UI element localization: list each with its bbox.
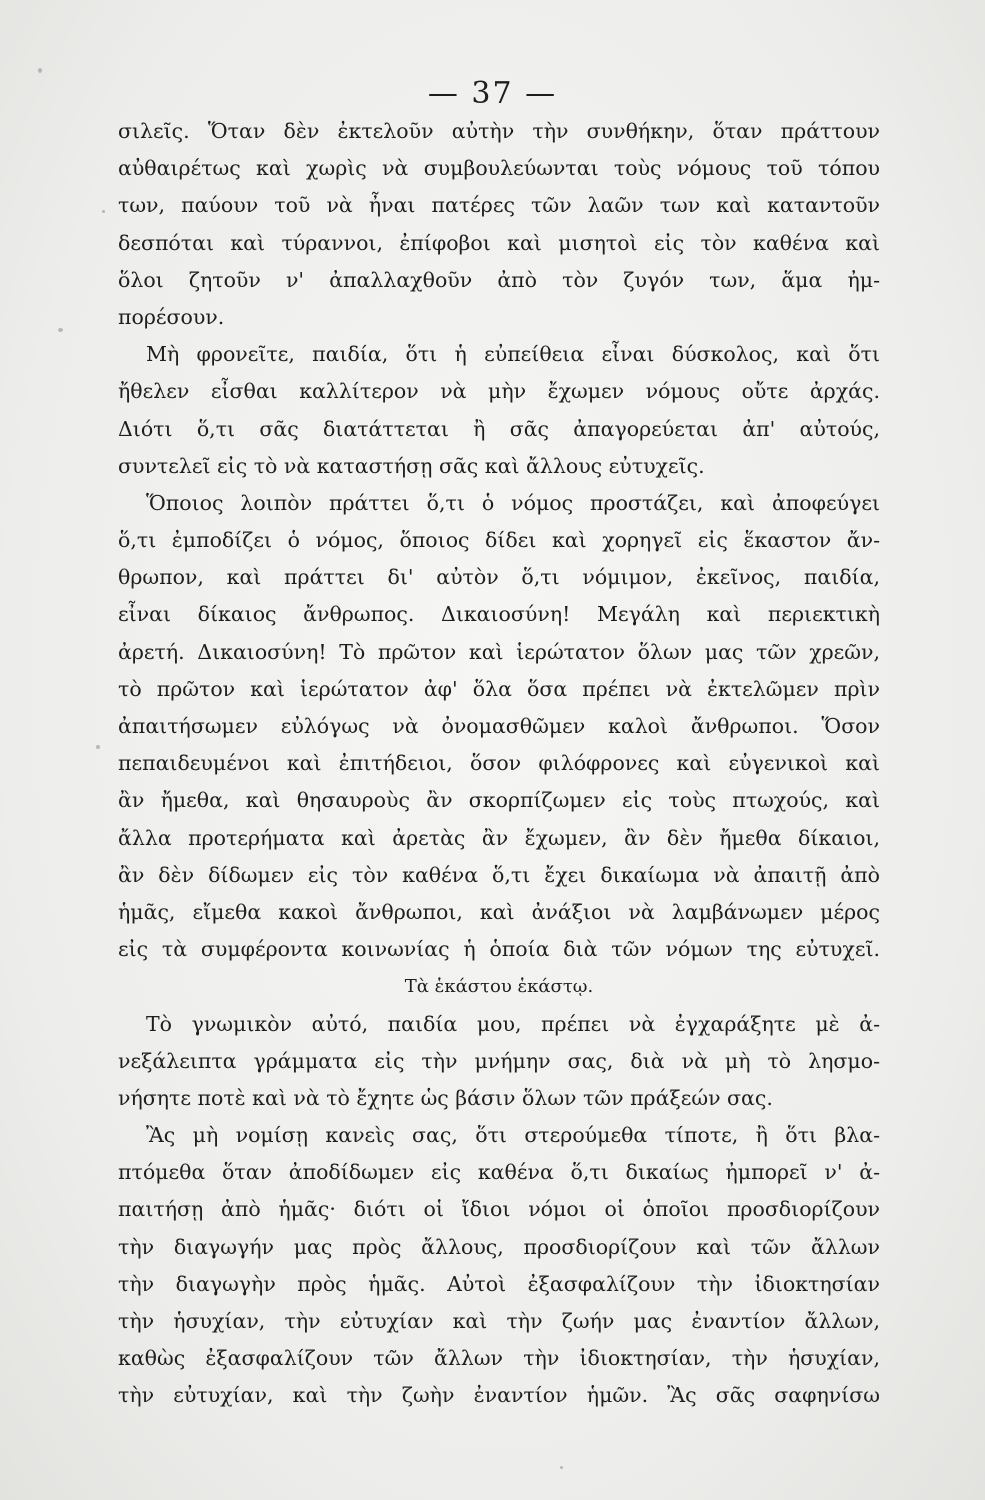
text-line: εἰς τὰ συμφέροντα κοινωνίας ἡ ὁποία διὰ τῶν νόμων της εὐτυχεῖ. [118,937,880,962]
text-line: τὸ πρῶτον καὶ ἱερώτατον ἀφ' ὅλα ὅσα πρέπει νὰ ἐκτελῶμεν πρὶν [118,676,880,701]
paper-speck [58,328,63,332]
paper-speck [560,1466,563,1469]
text-line: δεσπόται καὶ τύραννοι, ἐπίφοβοι καὶ μισητοὶ εἰς τὸν καθένα καὶ [118,230,880,255]
text-line: ἂν δὲν δίδωμεν εἰς τὸν καθένα ὅ,τι ἔχει δικαίωμα νὰ ἀπαιτῇ ἀπὸ [118,862,880,887]
text-line: πτόμεθα ὅταν ἀποδίδωμεν εἰς καθένα ὅ,τι δικαίως ἠμπορεῖ ν' ἀ- [118,1160,880,1185]
paragraph-start-line: Ἂς μὴ νομίσῃ κανεὶς σας, ὅτι στερούμεθα τίποτε, ἢ ὅτι βλα- [146,1123,880,1148]
text-line: ἄλλα προτερήματα καὶ ἀρετὰς ἂν ἔχωμεν, ἂν δὲν ἤμεθα δίκαιοι, [118,825,880,850]
text-line: ὅ,τι ἐμποδίζει ὁ νόμος, ὅποιος δίδει καὶ χορηγεῖ εἰς ἕκαστον ἄν- [118,528,880,553]
text-line: ἂν ἤμεθα, καὶ θησαυροὺς ἂν σκορπίζωμεν εἰς τοὺς πτωχούς, καὶ [118,788,880,813]
paragraph-start-line: Τὸ γνωμικὸν αὐτό, παιδία μου, πρέπει νὰ ἐγχαράξητε μὲ ἀ- [146,1011,880,1036]
text-line: συντελεῖ εἰς τὸ νὰ καταστήσῃ σᾶς καὶ ἄλλους εὐτυχεῖς. [118,453,705,478]
text-line: σιλεῖς. Ὅταν δὲν ἐκτελοῦν αὐτὴν τὴν συνθήκην, ὅταν πράττουν [118,119,880,143]
paragraph-start-line: Μὴ φρονεῖτε, παιδία, ὅτι ἡ εὐπείθεια εἶναι δύσκολος, καὶ ὅτι [146,342,880,367]
page-body-text [118,113,880,1415]
paper-speck [96,745,100,749]
text-line: ἤθελεν εἶσθαι καλλίτερον νὰ μὴν ἔχωμεν νόμους οὔτε ἀρχάς. [118,379,880,404]
text-line: τὴν εὐτυχίαν, καὶ τὴν ζωὴν ἐναντίον ἡμῶν. Ἂς σᾶς σαφηνίσω [118,1383,880,1408]
paper-speck [102,210,105,213]
text-line: τὴν διαγωγήν μας πρὸς ἄλλους, προσδιορίζουν καὶ τῶν ἄλλων [118,1234,880,1259]
paragraph-start-line: Ὅποιος λοιπὸν πράττει ὅ,τι ὁ νόμος προστάζει, καὶ ἀποφεύγει [146,490,880,515]
text-line: τὴν ἡσυχίαν, τὴν εὐτυχίαν καὶ τὴν ζωήν μας ἐναντίον ἄλλων, [118,1309,880,1333]
text-line: εἶναι δίκαιος ἄνθρωπος. Δικαιοσύνη! Μεγάλη καὶ περιεκτικὴ [118,602,880,627]
text-line: πορέσουν. [118,304,225,329]
text-line: Διότι ὅ,τι σᾶς διατάττεται ἢ σᾶς ἀπαγορεύεται ἀπ' αὐτούς, [118,416,880,441]
text-line: νεξάλειπτα γράμματα εἰς τὴν μνήμην σας, διὰ νὰ μὴ τὸ λησμο- [118,1048,880,1073]
text-line: θρωπον, καὶ πράττει δι' αὐτὸν ὅ,τι νόμιμον, ἐκεῖνος, παιδία, [118,565,880,590]
text-line: παιτήσῃ ἀπὸ ἡμᾶς· διότι οἱ ἴδιοι νόμοι οἱ ὁποῖοι προσδιορίζουν [118,1197,880,1222]
text-line: πεπαιδευμένοι καὶ ἐπιτήδειοι, ὅσον φιλόφρονες καὶ εὐγενικοὶ καὶ [118,751,880,776]
text-line: ἀρετή. Δικαιοσύνη! Τὸ πρῶτον καὶ ἱερώτατον ὅλων μας τῶν χρεῶν, [118,639,880,664]
text-line: τὴν διαγωγὴν πρὸς ἡμᾶς. Αὐτοὶ ἐξασφαλίζουν τὴν ἰδιοκτησίαν [118,1271,880,1296]
text-line: των, παύουν τοῦ νὰ ἦναι πατέρες τῶν λαῶν των καὶ καταντοῦν [118,193,880,218]
text-line: ἡμᾶς, εἴμεθα κακοὶ ἄνθρωποι, καὶ ἀνάξιοι νὰ λαμβάνωμεν μέρος [118,899,880,924]
text-line: αὐθαιρέτως καὶ χωρὶς νὰ συμβουλεύωνται τοὺς νόμους τοῦ τόπου [118,156,880,181]
text-line: νήσητε ποτὲ καὶ νὰ τὸ ἔχητε ὡς βάσιν ὅλων τῶν πράξεών σας. [118,1085,773,1110]
page-number: — 37 — [427,76,558,111]
section-heading: Τὰ ἑκάστου ἑκάστῳ. [404,976,594,998]
text-line: ἀπαιτήσωμεν εὐλόγως νὰ ὀνομασθῶμεν καλοὶ ἄνθρωποι. Ὅσον [118,714,880,738]
text-line: ὅλοι ζητοῦν ν' ἀπαλλαχθοῦν ἀπὸ τὸν ζυγόν των, ἅμα ἠμ- [118,267,880,292]
text-line: καθὼς ἐξασφαλίζουν τῶν ἄλλων τὴν ἰδιοκτησίαν, τὴν ἡσυχίαν, [118,1346,880,1371]
paper-speck [38,68,42,73]
